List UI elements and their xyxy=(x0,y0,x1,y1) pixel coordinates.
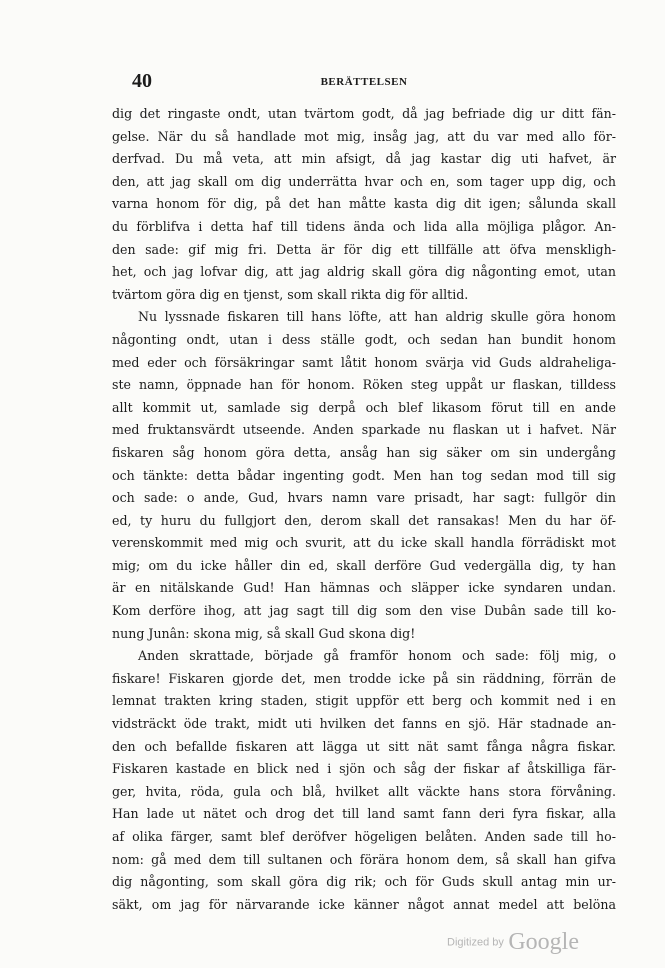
text-line: tvärtom göra dig en tjenst, som skall rikta dig för alltid. xyxy=(112,286,469,302)
running-head: BERÄTTELSEN xyxy=(320,76,408,88)
text-line: säkt, om jag för närvarande icke känner något annat medel att belöna xyxy=(112,896,616,912)
text-line: allt kommit ut, samlade sig derpå och blef likasom förut till en ande xyxy=(112,399,616,415)
text-line: Anden skrattade, började gå framför honom och sade: följ mig, o xyxy=(138,648,616,664)
text-line: derfvad. Du må veta, att min afsigt, då jag kastar dig uti hafvet, är xyxy=(112,151,616,167)
text-line: du förblifva i detta haf till tidens ända och lida alla möjliga plågor. An- xyxy=(112,218,616,234)
page-number: 40 xyxy=(132,70,152,92)
text-line: den, att jag skall om dig underrätta hvar och en, som tager upp dig, och xyxy=(112,173,616,189)
text-line: mig; om du icke håller din ed, skall derföre Gud vedergälla dig, ty han xyxy=(112,557,616,573)
text-line: Han lade ut nätet och drog det till land samt fann deri fyra fiskar, alla xyxy=(112,806,616,822)
body-text xyxy=(112,103,616,916)
text-line: het, och jag lofvar dig, att jag aldrig skall göra dig någonting emot, utan xyxy=(112,264,616,280)
text-line: fiskare! Fiskaren gjorde det, men trodde icke på sin räddning, förrän de xyxy=(112,670,616,686)
text-line: ger, hvita, röda, gula och blå, hvilket allt väckte hans stora förvåning. xyxy=(112,783,616,799)
text-line: af olika färger, samt blef deröfver högeligen belåten. Anden sade till ho- xyxy=(112,829,616,844)
text-line: dig det ringaste ondt, utan tvärtom godt, då jag befriade dig ur ditt fän- xyxy=(112,106,616,121)
text-line: med eder och försäkringar samt låtit honom svärja vid Guds aldraheliga- xyxy=(112,354,616,370)
text-line: verenskommit med mig och svurit, att du icke skall handla förrädiskt mot xyxy=(112,535,616,551)
text-line: och tänkte: detta bådar ingenting godt. Men han tog sedan mod till sig xyxy=(112,467,616,483)
text-line: dig någonting, som skall göra dig rik; och för Guds skull antag min ur- xyxy=(112,874,616,890)
text-line: är en nitälskande Gud! Han hämnas och släpper icke syndaren undan. xyxy=(112,580,616,596)
text-line: med fruktansvärdt utseende. Anden sparkade nu flaskan ut i hafvet. När xyxy=(112,422,616,438)
text-line: vidsträckt öde trakt, midt uti hvilken det fanns en sjö. Här stadnade an- xyxy=(112,716,616,732)
page-header xyxy=(112,70,616,94)
text-line: gelse. När du så handlade mot mig, insåg jag, att du var med allo för- xyxy=(112,128,616,144)
text-line: ste namn, öppnade han för honom. Röken steg uppåt ur flaskan, tilldess xyxy=(112,377,616,393)
text-line: lemnat trakten kring staden, stigit uppför ett berg och kommit ned i en xyxy=(112,693,616,709)
text-line: Fiskaren kastade en blick ned i sjön och såg der fiskar af åtskilliga fär- xyxy=(112,761,616,777)
text-line: Kom derföre ihog, att jag sagt till dig som den vise Dubân sade till ko- xyxy=(112,603,616,619)
text-line: nung Junân: skona mig, så skall Gud skona dig! xyxy=(112,625,416,641)
text-line: ed, ty huru du fullgjort den, derom skall det ransakas! Men du har öf- xyxy=(112,512,616,528)
digitized-watermark xyxy=(447,929,579,956)
text-line: den sade: gif mig fri. Detta är för dig ett tillfälle att öfva menskligh- xyxy=(112,241,616,257)
text-line: någonting ondt, utan i dess ställe godt, och sedan han bundit honom xyxy=(112,331,616,347)
text-line: Nu lyssnade fiskaren till hans löfte, att han aldrig skulle göra honom xyxy=(138,309,616,325)
google-logo: Google xyxy=(508,929,579,955)
text-line: nom: gå med dem till sultanen och förära honom dem, så skall han gifva xyxy=(112,851,616,867)
digitized-by-label: Digitized by xyxy=(447,936,504,949)
text-line: och sade: o ande, Gud, hvars namn vare prisadt, har sagt: fullgör din xyxy=(112,490,616,506)
text-line: den och befallde fiskaren att lägga ut sitt nät samt fånga några fiskar. xyxy=(112,738,616,754)
text-line: fiskaren såg honom göra detta, ansåg han sig säker om sin undergång xyxy=(112,444,616,460)
text-line: varna honom för dig, på det han måtte kasta dig dit igen; sålunda skall xyxy=(112,196,616,212)
